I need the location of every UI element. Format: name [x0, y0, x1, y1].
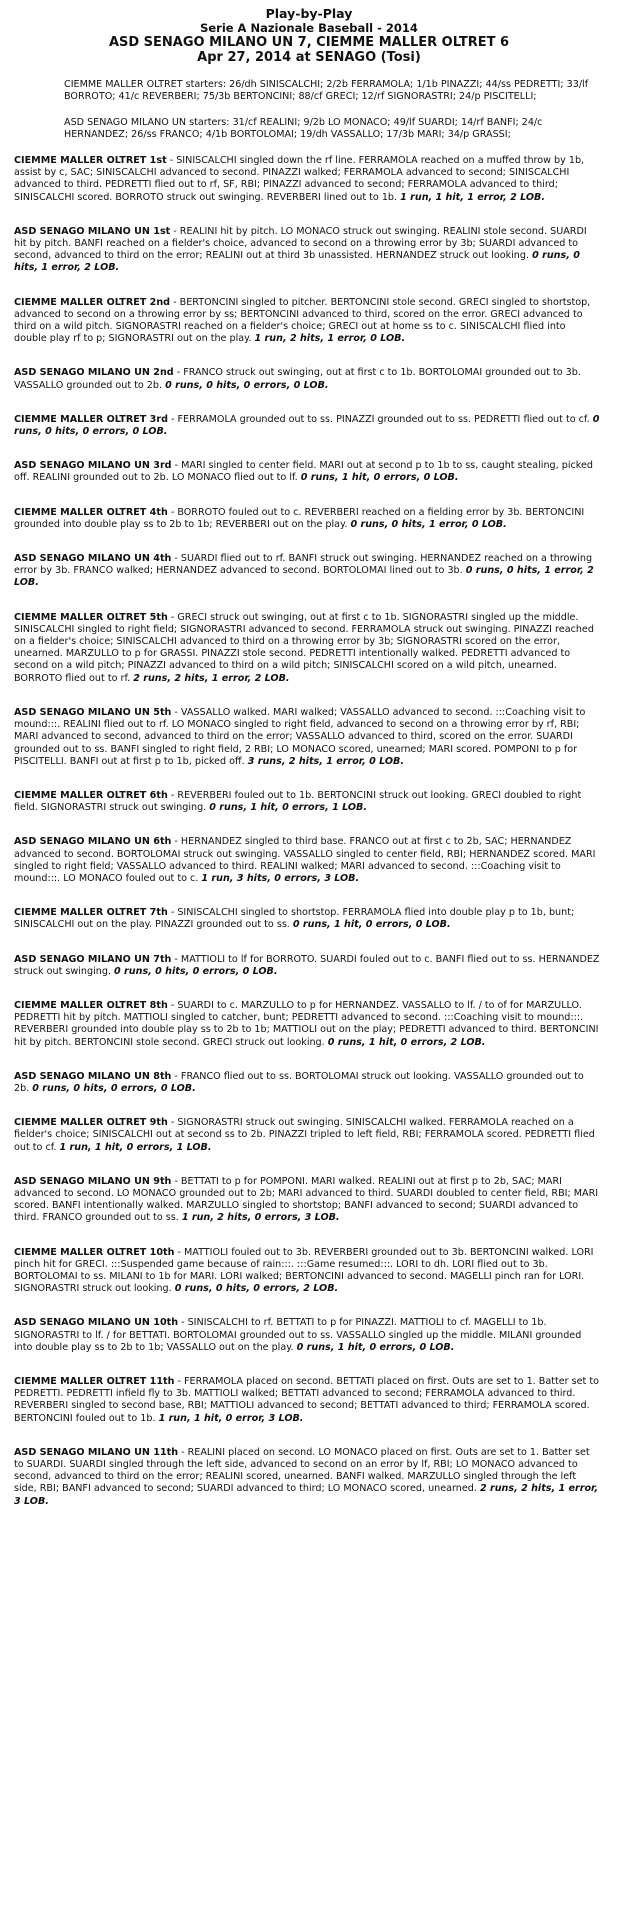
half-inning: [14, 1000, 600, 1049]
report-header: [12, 6, 606, 65]
inning-team: ASD SENAGO MILANO UN 9th: [14, 1175, 172, 1187]
inning-play-text: - GRECI struck out swinging, out at first c to 1b. SIGNORASTRI singled up the middle. SINISCALCHI singled to right field; SIGNORASTRI advanced to second. FERRAMOLA struck out swinging. PINAZZI reached on a fielder's choice; SINISCALCHI advanced to third on a throwing error by 3b; SIGNORASTRI scored on the error, unearned. MARZULLO to p for GRASSI. PINAZZI stole second. PEDRETTI intentionally walked. PEDRETTI advanced to second on a wild pitch; PINAZZI advanced to third on a wild pitch; SINISCALCHI scored on a wild pitch, unearned. BORROTO flied out to rf.: [14, 611, 594, 684]
inning-play-text: - BERTONCINI singled to pitcher. BERTONCINI stole second. GRECI singled to shortstop, advanced to second on a throwing error by ss; BERTONCINI advanced to third, scored on the error. GRECI advanced to third on a wild pitch. SIGNORASTRI reached on a fielder's choice; GRECI out at home ss to c. SINISCALCHI flied into double play rf to p; SIGNORASTRI out on the play.: [14, 296, 591, 345]
half-inning: [14, 414, 600, 438]
inning-summary: 1 run, 1 hit, 1 error, 2 LOB.: [400, 191, 545, 203]
half-inning: [14, 1176, 600, 1225]
inning-play-text: - BORROTO fouled out to c. REVERBERI reached on a fielding error by 3b. BERTONCINI grounded into double play ss to 2b to 1b; REVERBERI out on the play.: [14, 506, 585, 530]
inning-play-text: - SIGNORASTRI struck out swinging. SINISCALCHI walked. FERRAMOLA reached on a fielder's choice; SINISCALCHI out at second ss to 2b. PINAZZI tripled to left field, RBI; FERRAMOLA scored. PEDRETTI flied out to cf.: [14, 1117, 595, 1153]
inning-team: CIEMME MALLER OLTRET 2nd: [14, 296, 171, 308]
inning-summary: 3 runs, 2 hits, 1 error, 0 LOB.: [247, 755, 405, 767]
half-inning: [14, 553, 600, 590]
inning-summary: 0 runs, 0 hits, 0 errors, 0 LOB.: [14, 413, 600, 438]
inning-summary: 0 runs, 1 hit, 0 errors, 0 LOB.: [300, 472, 459, 484]
half-inning: [14, 155, 600, 204]
inning-summary: 1 run, 2 hits, 1 error, 0 LOB.: [254, 333, 406, 345]
inning-team: CIEMME MALLER OLTRET 3rd: [14, 413, 168, 425]
inning-play-text: - MARI singled to center field. MARI out at second p to 1b to ss, caught stealing, picked off. REALINI grounded out to 2b. LO MONACO flied out to lf.: [14, 460, 593, 484]
inning-team: CIEMME MALLER OLTRET 8th: [14, 999, 168, 1011]
inning-team: CIEMME MALLER OLTRET 6th: [14, 789, 168, 801]
inning-team: ASD SENAGO MILANO UN 2nd: [14, 367, 174, 379]
inning-team: ASD SENAGO MILANO UN 5th: [14, 706, 172, 718]
inning-team: ASD SENAGO MILANO UN 1st: [14, 225, 171, 237]
home-starters: ASD SENAGO MILANO UN starters: 31/cf REALINI; 9/2b LO MONACO; 49/lf SUARDI; 14/rf BANFI; 24/c HERNANDEZ; 26/ss FRANCO; 4/1b BORTOLOMAI; 19/dh VASSALLO; 17/3b MARI; 34/p GRASSI;: [64, 117, 543, 140]
inning-play-text: - SINISCALCHI singled to shortstop. FERRAMOLA flied into double play p to 1b, bunt; SINISCALCHI out on the play. PINAZZI grounded out to ss.: [14, 907, 575, 931]
matchup-score: ASD SENAGO MILANO UN 7, CIEMME MALLER OLTRET 6: [108, 35, 510, 50]
half-inning: [14, 1376, 600, 1425]
league-title: Serie A Nazionale Baseball - 2014: [200, 21, 418, 35]
inning-play-text: - VASSALLO walked. MARI walked; VASSALLO advanced to second. :::Coaching visit to mound:::. REALINI flied out to rf. LO MONACO singled to right field, advanced to second on a throwing error by rf, RBI; MARI advanced to second, advanced to third on the error; VASSALLO advanced to third, scored on the error. SUARDI grounded out to ss. BANFI singled to right field, 2 RBI; LO MONACO scored, unearned; MARI scored. POMPONI to p for PISCITELLI. BANFI out at first p to 1b, picked off.: [14, 706, 586, 767]
inning-team: ASD SENAGO MILANO UN 6th: [14, 836, 172, 848]
inning-team: ASD SENAGO MILANO UN 7th: [14, 953, 172, 965]
inning-summary: 0 runs, 0 hits, 0 errors, 0 LOB.: [32, 1082, 196, 1094]
inning-play-text: - REALINI hit by pitch. LO MONACO struck out swinging. REALINI stole second. SUARDI hit by pitch. BANFI reached on a fielder's choice, advanced to second on a throwing error by 3b; SUARDI advanced to second, advanced to third on the error; REALINI out at third 3b unassisted. HERNANDEZ struck out looking.: [14, 225, 587, 262]
inning-team: CIEMME MALLER OLTRET 9th: [14, 1117, 168, 1129]
inning-play-text: - REALINI placed on second. LO MONACO placed on first. Outs are set to 1. Batter set to SUARDI. SUARDI singled through the left side, advanced to second on an error by lf, RBI; LO MONACO advanced to second, advanced to third on the error; REALINI scored, unearned. BANFI walked. MARZULLO singled through the left side, RBI; BANFI advanced to second; SUARDI advanced to third; LO MONACO scored, unearned.: [14, 1446, 590, 1495]
inning-team: CIEMME MALLER OLTRET 11th: [14, 1376, 175, 1387]
inning-play-text: - HERNANDEZ singled to third base. FRANCO out at first c to 2b, SAC; HERNANDEZ advanced to second. BORTOLOMAI struck out swinging. VASSALLO singled to center field, RBI; HERNANDEZ scored. MARI singled to right field; VASSALLO advanced to third. REALINI walked; MARI advanced to second. :::Coaching visit to mound:::. LO MONACO fouled out to c.: [14, 836, 596, 884]
inning-play-text: - FRANCO struck out swinging, out at first c to 1b. BORTOLOMAI grounded out to 3b. VASSALLO grounded out to 2b.: [14, 367, 581, 391]
inning-summary: 1 run, 2 hits, 0 errors, 3 LOB.: [181, 1212, 340, 1224]
half-inning: [14, 790, 600, 814]
inning-summary: 0 runs, 1 hit, 0 errors, 2 LOB.: [327, 1036, 486, 1048]
inning-play-text: - FRANCO flied out to ss. BORTOLOMAI struck out looking. VASSALLO grounded out to 2b.: [14, 1070, 584, 1094]
inning-play-text: - SINISCALCHI to rf. BETTATI to p for PINAZZI. MATTIOLI to cf. MAGELLI to 1b. SIGNORASTRI to lf. / for BETTATI. BORTOLOMAI grounded out to ss. VASSALLO singled up the middle. MILANI grounded into double play ss to 2b to 1b; VASSALLO out on the play.: [14, 1317, 582, 1353]
inning-summary: 0 runs, 1 hit, 0 errors, 0 LOB.: [292, 919, 451, 931]
half-inning: [14, 954, 600, 978]
half-inning: [14, 297, 600, 346]
inning-summary: 1 run, 1 hit, 0 error, 3 LOB.: [158, 1412, 304, 1424]
inning-play-text: - SUARDI to c. MARZULLO to p for HERNANDEZ. VASSALLO to lf. / to of for MARZULLO. PEDRETTI hit by pitch. MATTIOLI singled to catcher, bunt; PEDRETTI advanced to second. :::Coaching visit to mound:::. REVERBERI grounded into double play ss to 2b to 1b; MATTIOLI out on the play; PEDRETTI advanced to third. BERTONCINI hit by pitch. BERTONCINI stole second. GRECI struck out looking.: [14, 999, 599, 1048]
inning-play-text: - SUARDI flied out to rf. BANFI struck out swinging. HERNANDEZ reached on a throwing error by 3b. FRANCO walked; HERNANDEZ advanced to second. BORTOLOMAI lined out to 3b.: [14, 553, 593, 577]
inning-play-text: - BETTATI to p for POMPONI. MARI walked. REALINI out at first p to 2b, SAC; MARI advanced to second. LO MONACO grounded out to 2b; MARI advanced to third. SUARDI doubled to center field, RBI; MARI scored. BANFI intentionally walked. MARZULLO singled to shortstop; BANFI advanced to second; SUARDI advanced to third. FRANCO grounded out to ss.: [14, 1175, 599, 1224]
report-title: Play-by-Play: [265, 6, 353, 21]
inning-summary: 0 runs, 0 hits, 0 errors, 0 LOB.: [165, 379, 329, 391]
inning-team: CIEMME MALLER OLTRET 10th: [14, 1246, 175, 1258]
half-inning: [14, 226, 600, 275]
inning-summary: 1 run, 3 hits, 0 errors, 3 LOB.: [201, 872, 360, 884]
inning-play-text: - FERRAMOLA placed on second. BETTATI placed on first. Outs are set to 1. Batter set to PEDRETTI. PEDRETTI infield fly to 3b. MATTIOLI walked; BETTATI advanced to second; FERRAMOLA advanced to third. REVERBERI singled to second base, RBI; MATTIOLI advanced to second; BETTATI advanced to third; FERRAMOLA scored. BERTONCINI fouled out to 1b.: [14, 1376, 599, 1424]
inning-summary: 0 runs, 0 hits, 1 error, 2 LOB.: [14, 250, 580, 274]
half-inning: [14, 367, 600, 391]
half-inning: [14, 612, 600, 685]
inning-summary: 1 run, 1 hit, 0 errors, 1 LOB.: [59, 1141, 212, 1153]
half-inning: [14, 707, 600, 768]
inning-play-text: - MATTIOLI to lf for BORROTO. SUARDI fouled out to c. BANFI flied out to ss. HERNANDEZ struck out swinging.: [14, 953, 600, 977]
inning-summary: 0 runs, 0 hits, 0 errors, 0 LOB.: [114, 965, 278, 977]
half-inning: [14, 1117, 600, 1154]
inning-team: ASD SENAGO MILANO UN 4th: [14, 553, 172, 565]
inning-team: CIEMME MALLER OLTRET 7th: [14, 907, 168, 919]
inning-play-text: - SINISCALCHI singled down the rf line. FERRAMOLA reached on a muffed throw by 1b, assist by c, SAC; SINISCALCHI advanced to second. PINAZZI walked; FERRAMOLA advanced to second; SINISCALCHI advanced to third. PEDRETTI flied out to rf, SF, RBI; PINAZZI advanced to second; FERRAMOLA advanced to third; SINISCALCHI scored. BORROTO struck out swinging. REVERBERI lined out to 1b.: [14, 155, 585, 203]
half-inning: [14, 1317, 600, 1354]
half-inning: [14, 507, 600, 531]
inning-summary: 0 runs, 0 hits, 1 error, 0 LOB.: [350, 518, 507, 530]
half-inning: [14, 1071, 600, 1095]
half-inning: [14, 1247, 600, 1296]
inning-play-text: - REVERBERI fouled out to 1b. BERTONCINI struck out looking. GRECI doubled to right field. SIGNORASTRI struck out swinging.: [14, 789, 582, 814]
inning-team: ASD SENAGO MILANO UN 11th: [14, 1446, 179, 1458]
inning-summary: 2 runs, 2 hits, 1 error, 2 LOB.: [133, 672, 290, 684]
inning-team: CIEMME MALLER OLTRET 4th: [14, 506, 168, 518]
inning-team: ASD SENAGO MILANO UN 3rd: [14, 460, 172, 472]
visitor-starters: CIEMME MALLER OLTRET starters: 26/dh SINISCALCHI; 2/2b FERRAMOLA; 1/1b PINAZZI; 44/ss PEDRETTI; 33/lf BORROTO; 41/c REVERBERI; 75/3b BERTONCINI; 88/cf GRECI; 12/rf SIGNORASTRI; 24/p PISCITELLI;: [64, 79, 589, 102]
inning-team: CIEMME MALLER OLTRET 5th: [14, 611, 168, 623]
starters-section: [64, 79, 596, 141]
game-date-venue: Apr 27, 2014 at SENAGO (Tosi): [197, 50, 421, 65]
inning-summary: 0 runs, 1 hit, 0 errors, 1 LOB.: [209, 802, 367, 814]
inning-summary: 0 runs, 0 hits, 1 error, 2 LOB.: [14, 565, 594, 589]
inning-summary: 0 runs, 0 hits, 0 errors, 2 LOB.: [174, 1283, 339, 1295]
inning-summary: 0 runs, 1 hit, 0 errors, 0 LOB.: [296, 1341, 455, 1353]
inning-play-text: - FERRAMOLA grounded out to ss. PINAZZI grounded out to ss. PEDRETTI flied out to cf.: [167, 413, 593, 425]
half-inning: [14, 907, 600, 931]
half-inning: [14, 836, 600, 885]
innings-list: [12, 155, 606, 1508]
inning-play-text: - MATTIOLI fouled out to 3b. REVERBERI grounded out to 3b. BERTONCINI walked. LORI pinch hit for GRECI. :::Suspended game because of rain:::. :::Game resumed:::. LORI to dh. LORI flied out to 3b. BORTOLOMAI to ss. MILANI to 1b for MARI. LORI walked; BERTONCINI advanced to second. MAGELLI pinch ran for LORI. SIGNORASTRI struck out looking.: [14, 1246, 594, 1295]
inning-team: ASD SENAGO MILANO UN 10th: [14, 1317, 179, 1329]
inning-summary: 2 runs, 2 hits, 1 error, 3 LOB.: [14, 1483, 599, 1507]
half-inning: [14, 460, 600, 484]
inning-team: CIEMME MALLER OLTRET 1st: [14, 155, 167, 166]
half-inning: [14, 1447, 600, 1508]
inning-team: ASD SENAGO MILANO UN 8th: [14, 1070, 172, 1082]
